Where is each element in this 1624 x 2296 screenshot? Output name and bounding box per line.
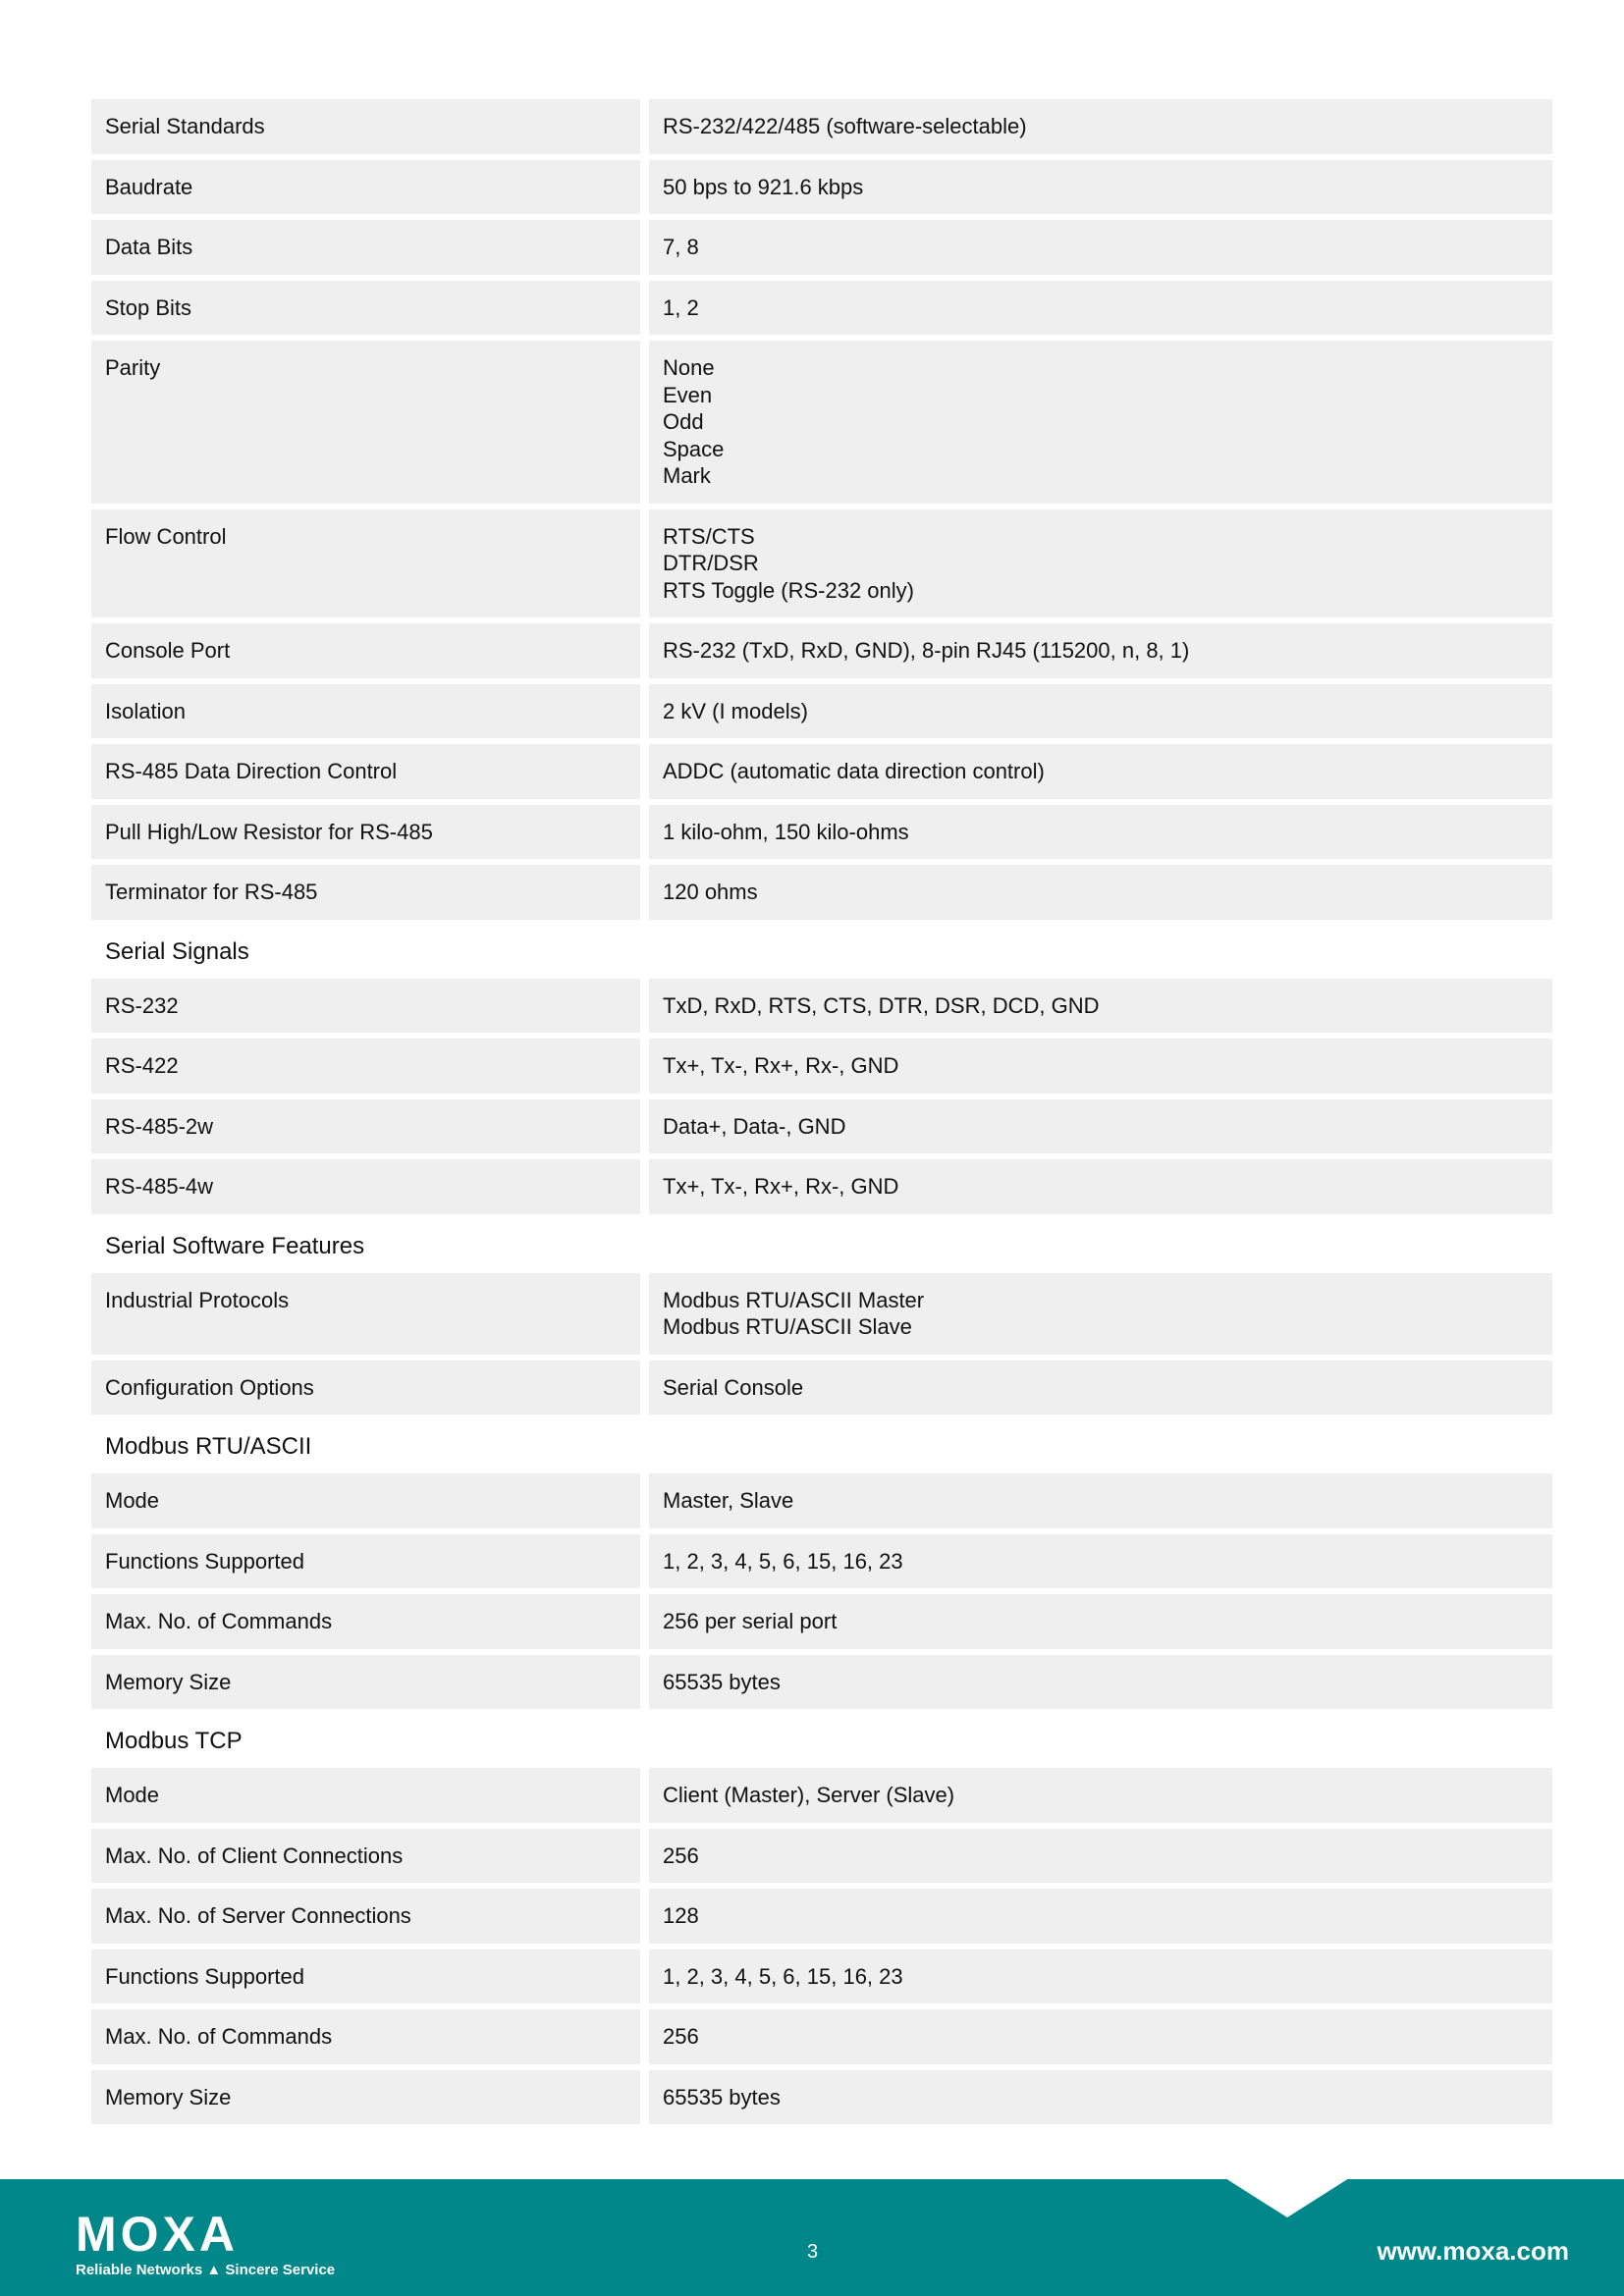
spec-label: Flow Control	[91, 509, 640, 618]
spec-row	[91, 684, 1552, 739]
spec-row	[91, 1473, 1552, 1528]
spec-row	[91, 1099, 1552, 1154]
spec-value: 120 ohms	[649, 865, 1552, 920]
website-link[interactable]: www.moxa.com	[1377, 2236, 1569, 2266]
spec-value: Tx+, Tx-, Rx+, Rx-, GND	[649, 1039, 1552, 1094]
spec-row	[91, 281, 1552, 336]
section-heading: Serial Software Features	[105, 1232, 365, 1259]
spec-row	[91, 1039, 1552, 1094]
spec-row	[91, 1829, 1552, 1884]
spec-label: Parity	[91, 341, 640, 504]
spec-label: Console Port	[91, 623, 640, 678]
spec-value: 1, 2	[649, 281, 1552, 336]
spec-value: 256	[649, 1829, 1552, 1884]
spec-value: 7, 8	[649, 220, 1552, 275]
spec-label: Data Bits	[91, 220, 640, 275]
spec-label: Stop Bits	[91, 281, 640, 336]
spec-label: Configuration Options	[91, 1361, 640, 1415]
spec-value: Client (Master), Server (Slave)	[649, 1768, 1552, 1823]
spec-row	[91, 1889, 1552, 1944]
page-number: 3	[807, 2241, 819, 2263]
spec-row	[91, 865, 1552, 920]
spec-value: Tx+, Tx-, Rx+, Rx-, GND	[649, 1159, 1552, 1214]
footer-notch	[1225, 2178, 1349, 2217]
spec-row	[91, 1949, 1552, 2004]
spec-row	[91, 623, 1552, 678]
spec-value: RTS/CTS DTR/DSR RTS Toggle (RS-232 only)	[649, 509, 1552, 618]
spec-label: Mode	[91, 1768, 640, 1823]
spec-value: None Even Odd Space Mark	[649, 341, 1552, 504]
spec-value: 256	[649, 2009, 1552, 2064]
spec-label: Baudrate	[91, 160, 640, 215]
spec-label: Max. No. of Commands	[91, 2009, 640, 2064]
spec-row	[91, 1534, 1552, 1589]
spec-row	[91, 979, 1552, 1034]
spec-value: 2 kV (I models)	[649, 684, 1552, 739]
spec-value: 65535 bytes	[649, 2070, 1552, 2125]
spec-row	[91, 99, 1552, 154]
moxa-logo	[76, 2207, 336, 2278]
spec-row	[91, 1655, 1552, 1710]
spec-value: 65535 bytes	[649, 1655, 1552, 1710]
spec-label: Mode	[91, 1473, 640, 1528]
spec-value: 50 bps to 921.6 kbps	[649, 160, 1552, 215]
logo-tagline: Reliable Networks ▲ Sincere Service	[76, 2262, 336, 2278]
spec-value: TxD, RxD, RTS, CTS, DTR, DSR, DCD, GND	[649, 979, 1552, 1034]
section-heading: Modbus RTU/ASCII	[105, 1433, 312, 1460]
spec-value: RS-232 (TxD, RxD, GND), 8-pin RJ45 (115200, n, 8, 1)	[649, 623, 1552, 678]
spec-label: Isolation	[91, 684, 640, 739]
spec-row	[91, 509, 1552, 618]
spec-label: RS-485 Data Direction Control	[91, 744, 640, 799]
spec-row	[91, 805, 1552, 860]
spec-value: 1 kilo-ohm, 150 kilo-ohms	[649, 805, 1552, 860]
spec-value: ADDC (automatic data direction control)	[649, 744, 1552, 799]
spec-row	[91, 220, 1552, 275]
spec-label: RS-485-4w	[91, 1159, 640, 1214]
spec-row	[91, 2009, 1552, 2064]
spec-label: Serial Standards	[91, 99, 640, 154]
spec-label: Functions Supported	[91, 1534, 640, 1589]
spec-row	[91, 160, 1552, 215]
spec-row	[91, 1159, 1552, 1214]
spec-value: 1, 2, 3, 4, 5, 6, 15, 16, 23	[649, 1534, 1552, 1589]
spec-label: Pull High/Low Resistor for RS-485	[91, 805, 640, 860]
section-heading: Modbus TCP	[105, 1728, 243, 1754]
spec-label: RS-422	[91, 1039, 640, 1094]
spec-label: Memory Size	[91, 2070, 640, 2125]
spec-row	[91, 1768, 1552, 1823]
section-heading: Serial Signals	[105, 937, 249, 965]
spec-value: 128	[649, 1889, 1552, 1944]
spec-value: RS-232/422/485 (software-selectable)	[649, 99, 1552, 154]
spec-row	[91, 1361, 1552, 1415]
spec-label: Functions Supported	[91, 1949, 640, 2004]
logo-wordmark: MOXA	[76, 2207, 239, 2262]
spec-label: Max. No. of Commands	[91, 1594, 640, 1649]
spec-value: Data+, Data-, GND	[649, 1099, 1552, 1154]
spec-label: Max. No. of Client Connections	[91, 1829, 640, 1884]
spec-value: Master, Slave	[649, 1473, 1552, 1528]
spec-value: Serial Console	[649, 1361, 1552, 1415]
spec-row	[91, 1273, 1552, 1355]
spec-row	[91, 744, 1552, 799]
spec-row	[91, 341, 1552, 504]
spec-row	[91, 1594, 1552, 1649]
spec-label: Max. No. of Server Connections	[91, 1889, 640, 1944]
spec-row	[91, 2070, 1552, 2125]
spec-value: Modbus RTU/ASCII Master Modbus RTU/ASCII Slave	[649, 1273, 1552, 1355]
spec-label: Terminator for RS-485	[91, 865, 640, 920]
spec-label: RS-485-2w	[91, 1099, 640, 1154]
spec-label: Industrial Protocols	[91, 1273, 640, 1355]
spec-value: 1, 2, 3, 4, 5, 6, 15, 16, 23	[649, 1949, 1552, 2004]
spec-label: RS-232	[91, 979, 640, 1034]
spec-table	[91, 99, 1552, 2130]
spec-value: 256 per serial port	[649, 1594, 1552, 1649]
spec-label: Memory Size	[91, 1655, 640, 1710]
